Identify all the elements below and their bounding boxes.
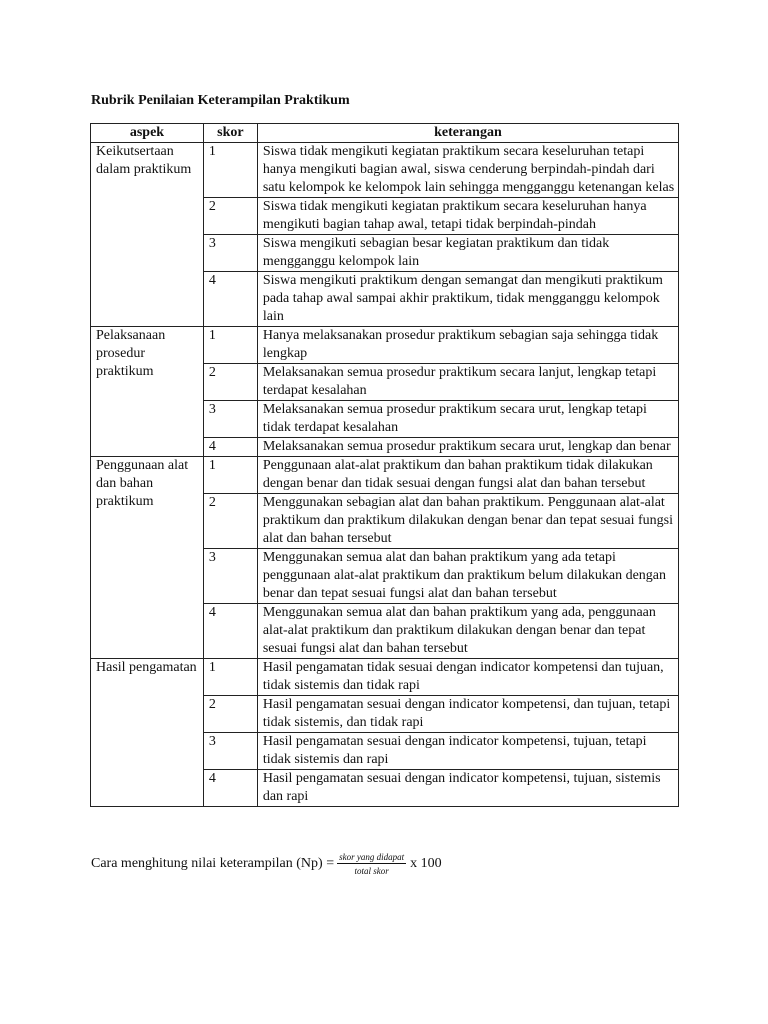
formula-fraction: [337, 852, 406, 876]
table-row: [91, 327, 679, 364]
header-keterangan: keterangan: [257, 124, 678, 143]
keterangan-cell: Menggunakan semua alat dan bahan praktikum yang ada, penggunaan alat-alat praktikum dan praktikum dilakukan dengan benar dan tepat sesuai fungsi alat dan bahan tersebut: [257, 604, 678, 659]
keterangan-cell: Hasil pengamatan sesuai dengan indicator kompetensi, dan tujuan, tetapi tidak sistemis, dan tidak rapi: [257, 696, 678, 733]
skor-cell: 3: [203, 549, 257, 604]
skor-cell: 2: [203, 198, 257, 235]
rubric-table: [90, 123, 679, 807]
header-aspek: aspek: [91, 124, 204, 143]
keterangan-cell: Siswa mengikuti praktikum dengan semangat dan mengikuti praktikum pada tahap awal sampai akhir praktikum, tidak mengganggu kelompok lain: [257, 272, 678, 327]
table-header-row: [91, 124, 679, 143]
keterangan-cell: Siswa mengikuti sebagian besar kegiatan praktikum dan tidak mengganggu kelompok lain: [257, 235, 678, 272]
formula-prefix: Cara menghitung nilai keterampilan (Np) =: [91, 856, 335, 871]
skor-cell: 1: [203, 457, 257, 494]
table-row: [91, 457, 679, 494]
aspek-cell: Hasil pengamatan: [91, 659, 204, 807]
keterangan-cell: Siswa tidak mengikuti kegiatan praktikum secara keseluruhan hanya mengikuti bagian tahap awal, tetapi tidak berpindah-pindah: [257, 198, 678, 235]
skor-cell: 3: [203, 733, 257, 770]
keterangan-cell: Siswa tidak mengikuti kegiatan praktikum secara keseluruhan tetapi hanya mengikuti bagian awal, siswa cenderung berpindah-pindah dari satu kelompok ke kelompok lain sehingga mengganggu ketenangan kelas: [257, 143, 678, 198]
score-formula: [91, 852, 442, 876]
keterangan-cell: Hasil pengamatan sesuai dengan indicator kompetensi, tujuan, sistemis dan rapi: [257, 770, 678, 807]
keterangan-cell: Menggunakan semua alat dan bahan praktikum yang ada tetapi penggunaan alat-alat praktikum dan praktikum belum dilakukan dengan benar dan tepat sesuai fungsi alat dan bahan tersebut: [257, 549, 678, 604]
skor-cell: 4: [203, 770, 257, 807]
aspek-cell: Keikutsertaan dalam praktikum: [91, 143, 204, 327]
skor-cell: 1: [203, 659, 257, 696]
skor-cell: 4: [203, 438, 257, 457]
skor-cell: 1: [203, 327, 257, 364]
keterangan-cell: Melaksanakan semua prosedur praktikum secara lanjut, lengkap tetapi terdapat kesalahan: [257, 364, 678, 401]
skor-cell: 4: [203, 272, 257, 327]
skor-cell: 3: [203, 235, 257, 272]
keterangan-cell: Hasil pengamatan sesuai dengan indicator kompetensi, tujuan, tetapi tidak sistemis dan rapi: [257, 733, 678, 770]
skor-cell: 3: [203, 401, 257, 438]
header-skor: skor: [203, 124, 257, 143]
table-row: [91, 659, 679, 696]
table-row: [91, 143, 679, 198]
keterangan-cell: Melaksanakan semua prosedur praktikum secara urut, lengkap tetapi tidak terdapat kesalahan: [257, 401, 678, 438]
aspek-cell: Penggunaan alat dan bahan praktikum: [91, 457, 204, 659]
keterangan-cell: Penggunaan alat-alat praktikum dan bahan praktikum tidak dilakukan dengan benar dan tidak sesuai dengan fungsi alat dan bahan tersebut: [257, 457, 678, 494]
keterangan-cell: Menggunakan sebagian alat dan bahan praktikum. Penggunaan alat-alat praktikum dan praktikum dilakukan dengan benar dan tepat sesuai fungsi alat dan bahan tersebut: [257, 494, 678, 549]
keterangan-cell: Melaksanakan semua prosedur praktikum secara urut, lengkap dan benar: [257, 438, 678, 457]
skor-cell: 2: [203, 494, 257, 549]
formula-denominator: total skor: [354, 866, 389, 876]
document-title: Rubrik Penilaian Keterampilan Praktikum: [91, 93, 350, 108]
skor-cell: 2: [203, 364, 257, 401]
keterangan-cell: Hasil pengamatan tidak sesuai dengan indicator kompetensi dan tujuan, tidak sistemis dan tidak rapi: [257, 659, 678, 696]
keterangan-cell: Hanya melaksanakan prosedur praktikum sebagian saja sehingga tidak lengkap: [257, 327, 678, 364]
formula-suffix: x 100: [410, 856, 442, 871]
skor-cell: 4: [203, 604, 257, 659]
skor-cell: 2: [203, 696, 257, 733]
skor-cell: 1: [203, 143, 257, 198]
aspek-cell: Pelaksanaan prosedur praktikum: [91, 327, 204, 457]
formula-numerator: skor yang didapat: [339, 852, 405, 862]
